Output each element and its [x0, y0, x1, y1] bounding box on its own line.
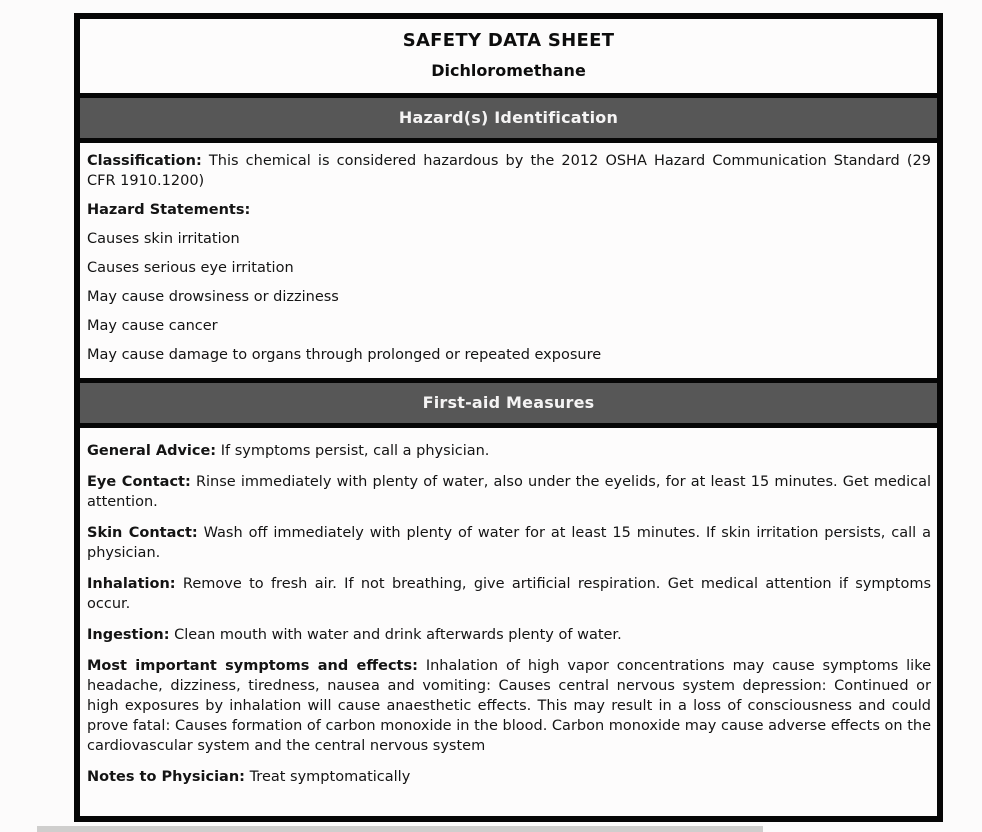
ingestion-text: Clean mouth with water and drink afterwards plenty of water.: [174, 627, 622, 643]
next-section-edge: [37, 826, 763, 832]
hazard-statement: Causes skin irritation: [87, 231, 240, 247]
hazard-statement: May cause drowsiness or dizziness: [87, 289, 339, 305]
classification-paragraph: [87, 151, 931, 191]
skin-contact-label: Skin Contact:: [87, 525, 198, 541]
safety-data-sheet: [74, 13, 943, 822]
skin-contact-paragraph: [87, 523, 931, 563]
ingestion-label: Ingestion:: [87, 627, 170, 643]
ingestion-paragraph: [87, 625, 931, 645]
hazard-identification-content: [80, 143, 937, 383]
eye-contact-paragraph: [87, 472, 931, 512]
hazard-statement: Causes serious eye irritation: [87, 260, 294, 276]
notes-to-physician-label: Notes to Physician:: [87, 769, 245, 785]
document-header: [80, 19, 937, 98]
notes-to-physician-text: Treat symptomatically: [249, 769, 411, 785]
eye-contact-text: Rinse immediately with plenty of water, also under the eyelids, for at least 15 minutes. Get medical attention.: [87, 474, 931, 510]
general-advice-label: General Advice:: [87, 443, 217, 459]
skin-contact-text: Wash off immediately with plenty of water for at least 15 minutes. If skin irritation persists, call a physician.: [87, 525, 931, 561]
classification-label: Classification:: [87, 153, 202, 169]
general-advice-paragraph: [87, 441, 931, 461]
symptoms-effects-label: Most important symptoms and effects:: [87, 658, 418, 674]
general-advice-text: If symptoms persist, call a physician.: [220, 443, 490, 459]
inhalation-paragraph: [87, 574, 931, 614]
section-header-hazard-identification: Hazard(s) Identification: [80, 98, 937, 143]
inhalation-label: Inhalation:: [87, 576, 176, 592]
eye-contact-label: Eye Contact:: [87, 474, 191, 490]
symptoms-effects-text: Inhalation of high vapor concentrations may cause symptoms like headache, dizziness, tiredness, nausea and vomiting: Causes central nervous system depression: Continued or high exposures by inhalation will cause anaesthetic effects. This may result in a loss of consciousness and could prove fatal: Causes formation of carbon monoxide in the blood. Carbon monoxide may cause adverse effects on the cardiovascular system and the central nervous system: [87, 658, 932, 754]
first-aid-content: [80, 428, 937, 816]
hazard-statements-label: Hazard Statements:: [87, 202, 251, 218]
symptoms-effects-paragraph: [87, 656, 931, 756]
classification-text: This chemical is considered hazardous by the 2012 OSHA Hazard Communication Standard (29 CFR 1910.1200): [87, 153, 931, 189]
hazard-statement: May cause cancer: [87, 318, 218, 334]
section-header-first-aid: First-aid Measures: [80, 383, 937, 428]
inhalation-text: Remove to fresh air. If not breathing, give artificial respiration. Get medical attention if symptoms occur.: [87, 576, 931, 612]
notes-to-physician-paragraph: [87, 767, 931, 787]
document-title: SAFETY DATA SHEET: [402, 30, 615, 51]
chemical-name: Dichloromethane: [431, 61, 586, 80]
hazard-statement: May cause damage to organs through prolonged or repeated exposure: [87, 347, 602, 363]
